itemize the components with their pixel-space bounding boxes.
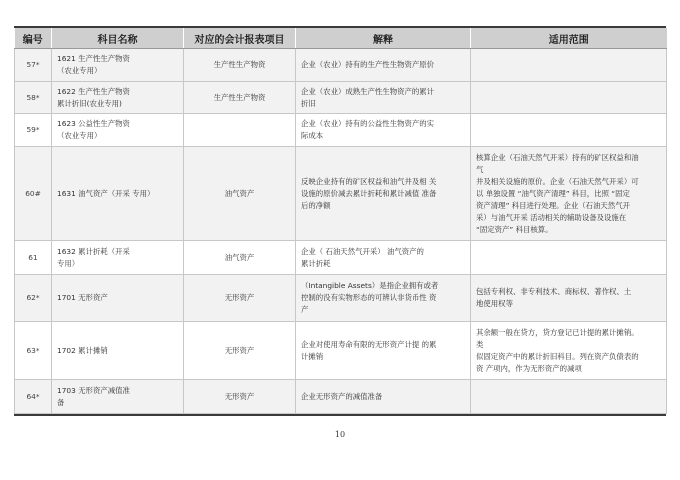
- row-account-name: 1622 生产性生产物资 累计折旧(农业专用): [52, 82, 184, 114]
- row-explanation: 企业（农业）持有的公益性生物资产的实 际成本: [296, 114, 471, 147]
- accounts-table: [14, 28, 667, 414]
- row-explanation: 企业（ 石油天然气开采） 油气资产的 累计折耗: [296, 241, 471, 275]
- header-number: 编号: [15, 28, 52, 49]
- row-explanation: 企业无形资产的减值准备: [296, 380, 471, 414]
- table-header-row: [15, 28, 667, 49]
- row-number: 57*: [15, 49, 52, 82]
- row-report-item: [184, 114, 296, 147]
- table-row: [15, 241, 667, 275]
- table-row: [15, 147, 667, 241]
- row-account-name: 1621 生产性生产物资 （农业专用）: [52, 49, 184, 82]
- row-report-item: 生产性生产物资: [184, 49, 296, 82]
- row-account-name: 1631 油气资产（开采 专用）: [52, 147, 184, 241]
- row-report-item: 油气资产: [184, 147, 296, 241]
- row-account-name: 1702 累计摊销: [52, 322, 184, 380]
- row-explanation: （Intangible Assets）是指企业拥有或者 控制的没有实物形态的可辨认非货币性 资 产: [296, 275, 471, 322]
- header-report-item: 对应的会计报表项目: [184, 28, 296, 49]
- row-scope: [471, 82, 667, 114]
- table-row: [15, 114, 667, 147]
- table-bottom-rule: [14, 414, 666, 416]
- row-scope: [471, 114, 667, 147]
- table-row: [15, 380, 667, 414]
- row-account-name: 1703 无形资产减值准 备: [52, 380, 184, 414]
- row-number: 61: [15, 241, 52, 275]
- row-number: 60#: [15, 147, 52, 241]
- table-row: [15, 322, 667, 380]
- row-scope: [471, 49, 667, 82]
- table-row: [15, 82, 667, 114]
- header-account-name: 科目名称: [52, 28, 184, 49]
- row-scope: 包括专利权、非专利技术、商标权、著作权、土 地使用权等: [471, 275, 667, 322]
- row-number: 64*: [15, 380, 52, 414]
- document-page: [14, 26, 666, 416]
- header-scope: 适用范围: [471, 28, 667, 49]
- row-report-item: 无形资产: [184, 275, 296, 322]
- row-report-item: 无形资产: [184, 322, 296, 380]
- table-row: [15, 49, 667, 82]
- row-explanation: 反映企业持有的矿区权益和油气井及相 关 设施的原价减去累计折耗和累计减值 准备 后的净额: [296, 147, 471, 241]
- row-account-name: 1701 无形资产: [52, 275, 184, 322]
- row-scope: 核算企业（石油天然气开采）持有的矿区权益和油 气 井及相关设施的原价。企业（石油天然气开采）可 以 单独设置 “油气资产清理” 科目，比照 “固定 资产清理” 科目进行处理。企业（石油天然气开 采）与油气开采 活动相关的辅助设备及设施在 “固定资产” 科目核算。: [471, 147, 667, 241]
- row-scope: [471, 241, 667, 275]
- row-account-name: 1632 累计折耗（开采 专用）: [52, 241, 184, 275]
- row-scope: 其余额一般在贷方，贷方登记已计提的累计摊销。 类 似固定资产中的累计折旧科目。列在资产负债表的 资 产项内，作为无形资产的减项: [471, 322, 667, 380]
- row-number: 58*: [15, 82, 52, 114]
- row-scope: [471, 380, 667, 414]
- row-explanation: 企业（农业）成熟生产性生物资产的累计 折旧: [296, 82, 471, 114]
- row-report-item: 无形资产: [184, 380, 296, 414]
- row-explanation: 企业对使用寿命有限的无形资产计提 的累 计摊销: [296, 322, 471, 380]
- row-explanation: 企业（农业）持有的生产性生物资产原价: [296, 49, 471, 82]
- table-row: [15, 275, 667, 322]
- page-number: 10: [334, 430, 346, 439]
- header-explanation: 解释: [296, 28, 471, 49]
- row-report-item: 生产性生产物资: [184, 82, 296, 114]
- row-report-item: 油气资产: [184, 241, 296, 275]
- row-account-name: 1623 公益性生产物资 （农业专用）: [52, 114, 184, 147]
- row-number: 63*: [15, 322, 52, 380]
- row-number: 59*: [15, 114, 52, 147]
- row-number: 62*: [15, 275, 52, 322]
